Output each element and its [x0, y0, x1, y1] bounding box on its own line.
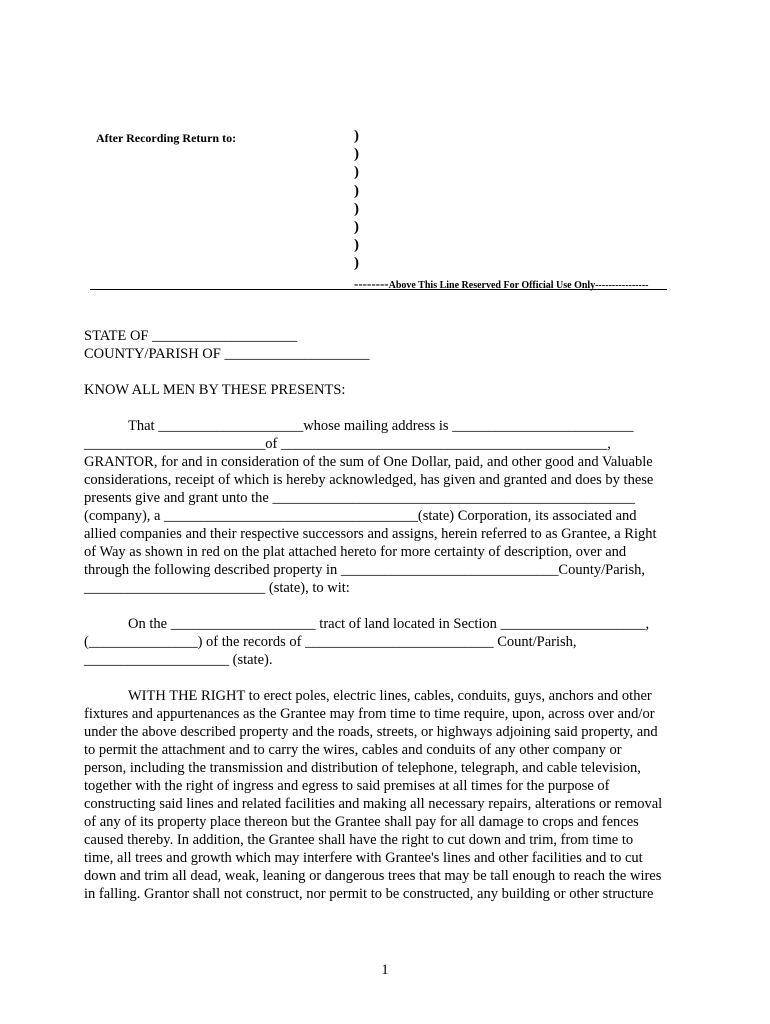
text-line: together with the right of ingress and egress to said premises at all times for the purpose of [84, 778, 610, 794]
paren: ) [354, 219, 359, 236]
paren: ) [354, 128, 359, 144]
text-line: ____________________ (state). [84, 652, 273, 668]
dashes-right: ---------------- [595, 280, 649, 291]
rights-paragraph [84, 687, 688, 903]
paren: ) [354, 164, 359, 181]
text-line: through the following described property in ______________________________County/Parish, [84, 562, 646, 578]
text-line: person, including the transmission and distribution of telephone, telegraph, and cable television, [84, 760, 641, 776]
text-line: That ____________________whose mailing address is _________________________ [128, 418, 634, 434]
paren: ) [354, 237, 359, 254]
text-line: (_______________) of the records of __________________________ Count/Parish, [84, 634, 577, 650]
text-line: allied companies and their respective successors and assigns, herein referred to as Grantee, a Right [84, 526, 657, 542]
text-line: GRANTOR, for and in consideration of the sum of One Dollar, paid, and other good and Valuable [84, 454, 653, 470]
text-line: _________________________ (state), to wit: [84, 580, 350, 596]
header-rule-left [90, 289, 354, 290]
paren: ) [354, 200, 359, 217]
text-line: of Way as shown in red on the plat attached hereto for more certainty of description, over and [84, 544, 627, 560]
text-line: _________________________of _____________________________________________, [84, 436, 611, 452]
text-line: (company), a ___________________________________(state) Corporation, its associated and [84, 508, 637, 524]
paren: ) [354, 182, 359, 199]
dashes-left: -------- [354, 276, 389, 291]
text-line: time, all trees and growth which may interfere with Grantee's lines and other facilities and to cut [84, 850, 643, 866]
tract-paragraph [84, 615, 688, 669]
paren: ) [354, 255, 359, 272]
text-line: caused thereby. In addition, the Grantee shall have the right to cut down and trim, from time to [84, 832, 634, 848]
reserved-text: Above This Line Reserved For Official Use Only [388, 280, 596, 291]
paren-column [354, 127, 359, 273]
text-line: in falling. Grantor shall not construct, nor permit to be constructed, any building or other structure [84, 886, 654, 902]
text-line: considerations, receipt of which is hereby acknowledged, has given and granted and does by these [84, 472, 654, 488]
text-line: WITH THE RIGHT to erect poles, electric lines, cables, conduits, guys, anchors and other [128, 688, 652, 704]
document-body [84, 327, 688, 903]
recording-header [0, 0, 770, 300]
text-line: constructing said lines and related facilities and making all necessary repairs, alterations or removal [84, 796, 663, 812]
text-line: fixtures and appurtenances as the Grantee may from time to time require, upon, across over and/or [84, 706, 655, 722]
text-line: under the above described property and the roads, streets, or highways adjoining said property, and [84, 724, 658, 740]
text-line: of any of its property place thereon but the Grantee shall pay for all damage to crops and fences [84, 814, 639, 830]
paren: ) [354, 146, 359, 163]
state-line: STATE OF ____________________ [84, 328, 298, 344]
return-to-label: After Recording Return to: [96, 131, 237, 145]
header-rule-right [354, 289, 667, 290]
text-line: On the ____________________ tract of land located in Section ____________________, [128, 616, 650, 632]
text-line: down and trim all dead, weak, leaning or dangerous trees that may be tall enough to reach the wires [84, 868, 662, 884]
know-all-heading: KNOW ALL MEN BY THESE PRESENTS: [84, 382, 346, 398]
text-line: to permit the attachment and to carry the wires, cables and conduits of any other company or [84, 742, 622, 758]
grant-paragraph [84, 417, 688, 597]
text-line: presents give and grant unto the __________________________________________________ [84, 490, 635, 506]
county-line: COUNTY/PARISH OF ____________________ [84, 346, 370, 362]
page-number: 1 [381, 962, 389, 978]
